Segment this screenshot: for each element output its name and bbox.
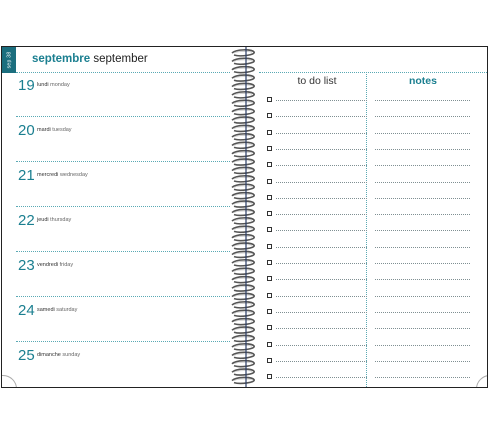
todo-checkbox[interactable] xyxy=(267,162,272,167)
todo-line xyxy=(276,198,367,199)
note-line xyxy=(375,230,470,231)
todo-checkbox[interactable] xyxy=(267,342,272,347)
todo-item[interactable] xyxy=(267,358,369,364)
note-line xyxy=(375,165,470,166)
binding-ring xyxy=(232,302,254,308)
todo-line xyxy=(276,312,367,313)
todo-item[interactable] xyxy=(267,325,369,331)
todo-checkbox[interactable] xyxy=(267,97,272,102)
todo-line xyxy=(276,165,367,166)
todo-item[interactable] xyxy=(267,130,369,136)
note-line xyxy=(375,149,470,150)
binding-ring xyxy=(232,285,254,291)
todo-item[interactable] xyxy=(267,179,369,185)
note-line xyxy=(375,116,470,117)
binding-ring xyxy=(232,243,254,249)
note-line xyxy=(375,279,470,280)
todo-line xyxy=(276,263,367,264)
todo-line xyxy=(276,100,367,101)
page-corner-left xyxy=(1,375,17,388)
binding-ring xyxy=(232,335,254,341)
binding-ring xyxy=(232,100,254,106)
binding-ring xyxy=(232,327,254,333)
binding-ring xyxy=(232,167,254,173)
todo-line xyxy=(276,149,367,150)
binding-ring xyxy=(232,361,254,367)
binding-ring xyxy=(232,193,254,199)
binding-ring xyxy=(232,83,254,89)
todo-line xyxy=(276,230,367,231)
day-divider xyxy=(16,251,230,252)
binding-ring xyxy=(232,235,254,241)
todo-line xyxy=(276,377,367,378)
binding-ring xyxy=(232,75,254,81)
todo-item[interactable] xyxy=(267,309,369,315)
note-line xyxy=(375,198,470,199)
note-line xyxy=(375,133,470,134)
binding-ring xyxy=(232,251,254,257)
note-line xyxy=(375,312,470,313)
binding-ring xyxy=(232,260,254,266)
binding-ring xyxy=(232,201,254,207)
note-line xyxy=(375,296,470,297)
todo-checkbox[interactable] xyxy=(267,227,272,232)
binding-ring xyxy=(232,58,254,64)
binding-ring xyxy=(232,67,254,73)
todo-checkbox[interactable] xyxy=(267,211,272,216)
todo-item[interactable] xyxy=(267,293,369,299)
binding-ring xyxy=(232,226,254,232)
binding-ring xyxy=(232,142,254,148)
notes-title: notes xyxy=(408,75,437,87)
month-title xyxy=(32,53,148,65)
todo-line xyxy=(276,361,367,362)
todo-item[interactable] xyxy=(267,162,369,168)
page-corner-right xyxy=(476,375,488,388)
day-label: vendredi friday xyxy=(37,262,74,268)
note-line xyxy=(375,247,470,248)
todo-item[interactable] xyxy=(267,244,369,250)
header-divider xyxy=(16,72,230,73)
binding-ring xyxy=(232,268,254,274)
todo-item[interactable] xyxy=(267,276,369,282)
todo-title: to do list xyxy=(297,75,337,87)
binding-ring xyxy=(232,277,254,283)
binding-ring xyxy=(232,369,254,375)
todo-line xyxy=(276,328,367,329)
todo-item[interactable] xyxy=(267,195,369,201)
day-label: lundi monday xyxy=(37,82,70,88)
day-number: 21 xyxy=(18,167,35,184)
todo-checkbox[interactable] xyxy=(267,130,272,135)
binding-ring xyxy=(232,319,254,325)
todo-item[interactable] xyxy=(267,113,369,119)
note-line xyxy=(375,100,470,101)
day-divider xyxy=(16,296,230,297)
todo-line xyxy=(276,345,367,346)
todo-checkbox[interactable] xyxy=(267,146,272,151)
day-divider xyxy=(16,161,230,162)
todo-item[interactable] xyxy=(267,146,369,152)
note-line xyxy=(375,214,470,215)
day-label: mardi tuesday xyxy=(37,127,72,133)
day-divider xyxy=(16,206,230,207)
week-tab xyxy=(2,47,16,73)
todo-line xyxy=(276,133,367,134)
day-label: mercredi wednesday xyxy=(37,172,88,178)
todo-checkbox[interactable] xyxy=(267,293,272,298)
note-line xyxy=(375,377,470,378)
note-line xyxy=(375,263,470,264)
note-line xyxy=(375,345,470,346)
todo-line xyxy=(276,182,367,183)
binding-ring xyxy=(232,209,254,215)
todo-checkbox[interactable] xyxy=(267,276,272,281)
todo-checkbox[interactable] xyxy=(267,325,272,330)
day-number: 19 xyxy=(18,77,35,94)
day-divider xyxy=(16,341,230,342)
day-number: 23 xyxy=(18,257,35,274)
day-label: jeudi thursday xyxy=(37,217,72,223)
binding-ring xyxy=(232,125,254,131)
todo-checkbox[interactable] xyxy=(267,260,272,265)
right-header-divider xyxy=(259,72,487,73)
day-label: samedi saturday xyxy=(37,307,78,313)
spiral-binding xyxy=(228,47,264,388)
binding-ring xyxy=(232,109,254,115)
note-line xyxy=(375,328,470,329)
todo-line xyxy=(276,296,367,297)
day-number: 20 xyxy=(18,122,35,139)
binding-ring xyxy=(232,134,254,140)
month-french: septembre xyxy=(32,53,91,65)
todo-item[interactable] xyxy=(267,260,369,266)
binding-ring xyxy=(232,117,254,123)
todo-line xyxy=(276,247,367,248)
todo-line xyxy=(276,116,367,117)
binding-ring xyxy=(232,293,254,299)
binding-ring xyxy=(232,184,254,190)
todo-checkbox[interactable] xyxy=(267,244,272,249)
note-line xyxy=(375,182,470,183)
binding-ring xyxy=(232,50,254,56)
todo-checkbox[interactable] xyxy=(267,374,272,379)
binding-ring xyxy=(232,310,254,316)
todo-line xyxy=(276,279,367,280)
note-line xyxy=(375,361,470,362)
todo-item[interactable] xyxy=(267,211,369,217)
week-tab-label: sep 38 xyxy=(6,51,12,69)
day-divider xyxy=(16,116,230,117)
todo-checkbox[interactable] xyxy=(267,113,272,118)
binding-ring xyxy=(232,377,254,383)
binding-ring xyxy=(232,159,254,165)
todo-item[interactable] xyxy=(267,227,369,233)
todo-checkbox[interactable] xyxy=(267,179,272,184)
binding-ring xyxy=(232,92,254,98)
binding-ring xyxy=(232,344,254,350)
day-number: 25 xyxy=(18,347,35,364)
todo-checkbox[interactable] xyxy=(267,358,272,363)
todo-item[interactable] xyxy=(267,374,369,380)
todo-item[interactable] xyxy=(267,97,369,103)
month-english: september xyxy=(93,53,148,65)
todo-line xyxy=(276,214,367,215)
binding-ring xyxy=(232,218,254,224)
planner-spread xyxy=(1,46,488,388)
todo-item[interactable] xyxy=(267,342,369,348)
day-number: 22 xyxy=(18,212,35,229)
todo-checkbox[interactable] xyxy=(267,195,272,200)
day-label: dimanche sunday xyxy=(37,352,81,358)
binding-ring xyxy=(232,176,254,182)
binding-ring xyxy=(232,352,254,358)
day-number: 24 xyxy=(18,302,35,319)
binding-ring xyxy=(232,151,254,157)
todo-checkbox[interactable] xyxy=(267,309,272,314)
